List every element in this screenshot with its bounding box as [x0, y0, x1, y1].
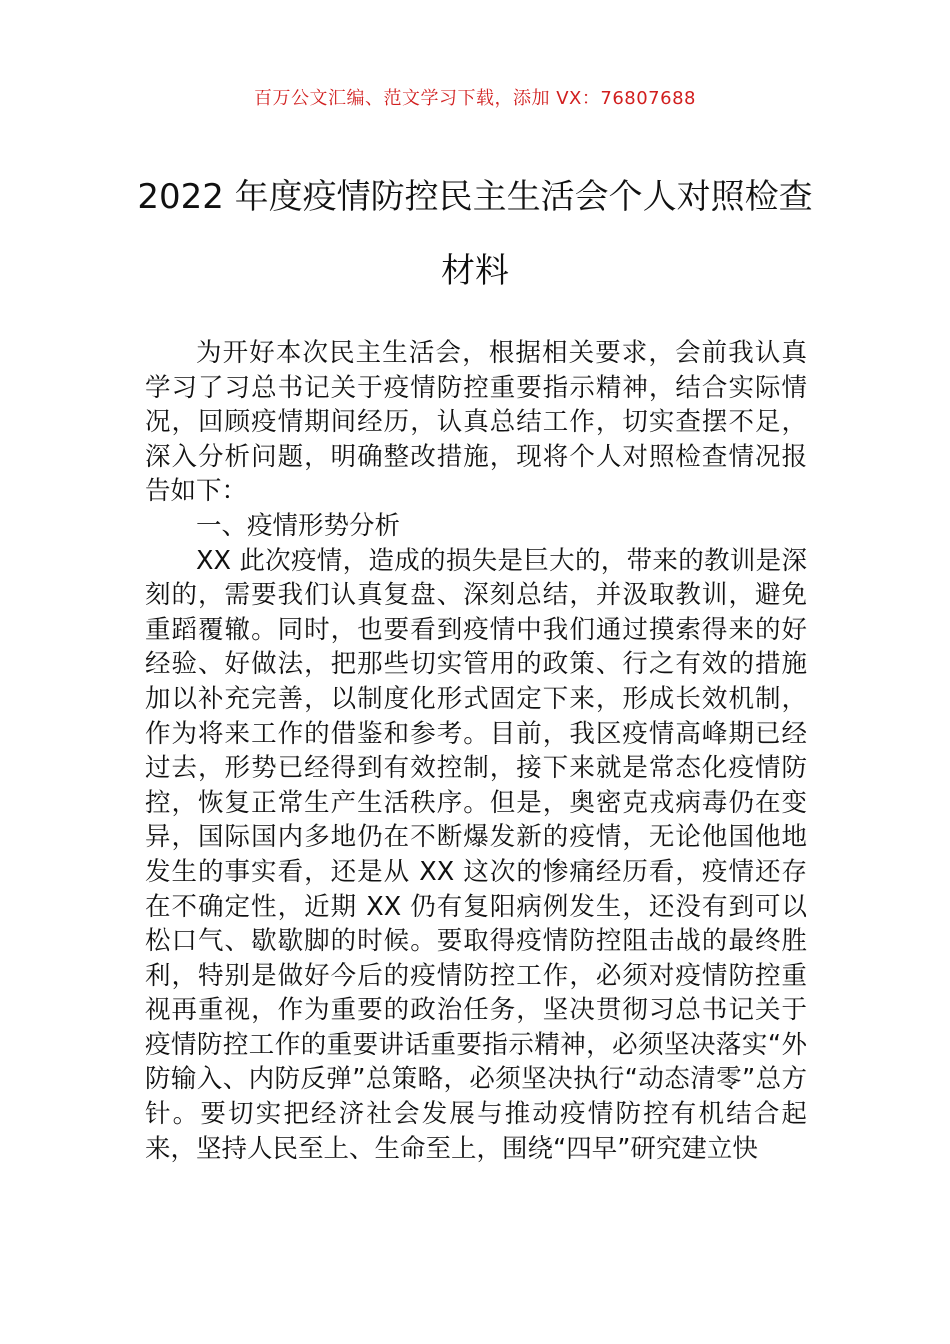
body-paragraph: XX 此次疫情，造成的损失是巨大的，带来的教训是深刻的，需要我们认真复盘、深刻总结，并汲取教训，避免重蹈覆辙。同时，也要看到疫情中我们通过摸索得来的好经验、好做法，把那些切实管用的政策、行之有效的措施加以补充完善，以制度化形式固定下来，形成长效机制，作为将来工作的借鉴和参考。目前，我区疫情高峰期已经过去，形势已经得到有效控制，接下来就是常态化疫情防控，恢复正常生产生活秩序。但是，奥密克戎病毒仍在变异，国际国内多地仍在不断爆发新的疫情，无论他国他地发生的事实看，还是从 XX 这次的惨痛经历看，疫情还存在不确定性，近期 XX 仍有复阳病例发生，还没有到可以松口气、歇歇脚的时候。要取得疫情防控阻击战的最终胜利，特别是做好今后的疫情防控工作，必须对疫情防控重视再重视，作为重要的政治任务，坚决贯彻习总书记关于疫情防控工作的重要讲话重要指示精神，必须坚决落实“外防输入、内防反弹”总策略，必须坚决执行“动态清零”总方针。要切实把经济社会发展与推动疫情防控有机结合起来，坚持人民至上、生命至上，围绕“四早”研究建立快 — [145, 545, 807, 1164]
header-watermark-note: 百万公文汇编、范文学习下载，添加 VX：76807688 — [254, 88, 696, 109]
document-title: 2022 年度疫情防控民主生活会个人对照检查材料 — [137, 177, 813, 291]
intro-paragraph: 为开好本次民主生活会，根据相关要求，会前我认真学习了习总书记关于疫情防控重要指示精神，结合实际情况，回顾疫情期间经历，认真总结工作，切实查摆不足，深入分析问题，明确整改措施，现将个人对照检查情况报告如下： — [145, 338, 807, 507]
document-body — [145, 336, 807, 1166]
section-heading-1: 一、疫情形势分析 — [196, 510, 401, 541]
